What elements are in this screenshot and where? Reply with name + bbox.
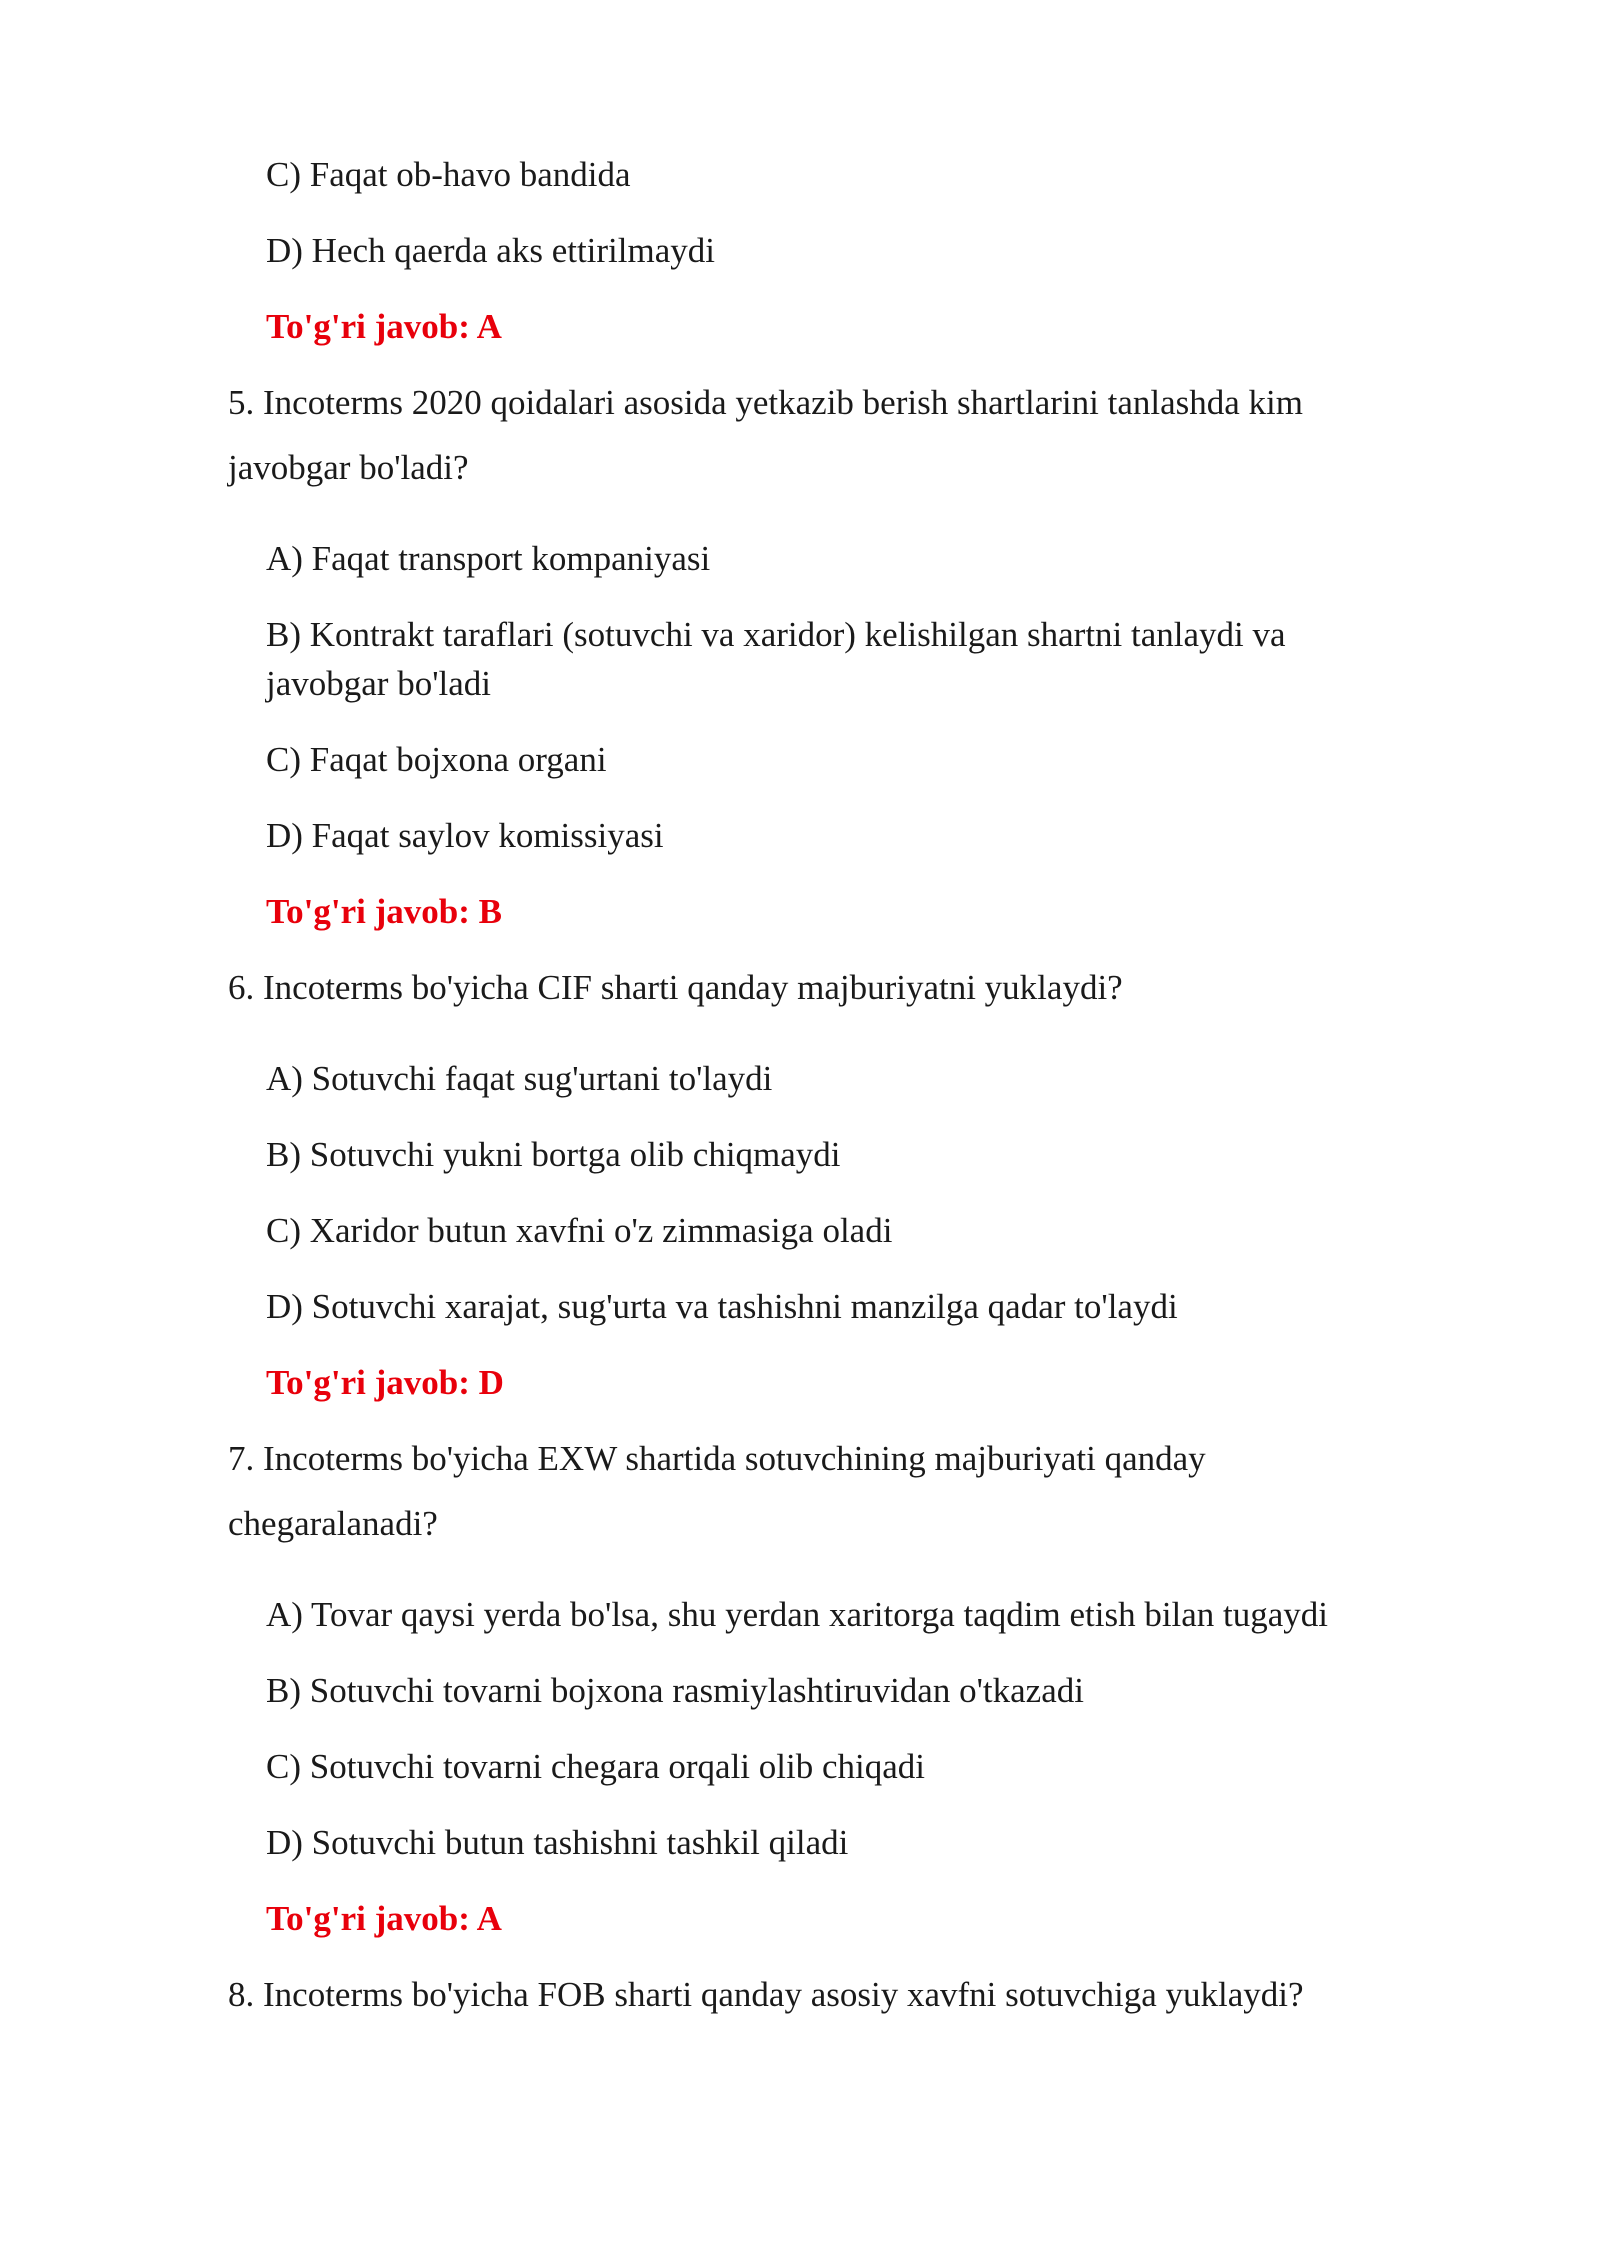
- option-d: D) Faqat saylov komissiyasi: [266, 816, 664, 855]
- option-c: C) Faqat bojxona organi: [266, 740, 607, 779]
- option-b: B) Sotuvchi tovarni bojxona rasmiylashtiruvidan o'tkazadi: [266, 1671, 1084, 1710]
- question-7-text: 7. Incoterms bo'yicha EXW shartida sotuvchining majburiyati qanday: [228, 1439, 1206, 1478]
- option-b: B) Sotuvchi yukni bortga olib chiqmaydi: [266, 1135, 841, 1174]
- option-c: C) Sotuvchi tovarni chegara orqali olib chiqadi: [266, 1747, 925, 1786]
- question-6-text: 6. Incoterms bo'yicha CIF sharti qanday majburiyatni yuklaydi?: [228, 968, 1123, 1007]
- option-d: D) Hech qaerda aks ettirilmaydi: [266, 231, 715, 270]
- option-a: A) Faqat transport kompaniyasi: [266, 539, 711, 578]
- correct-answer: To'g'ri javob: A: [266, 307, 502, 346]
- correct-answer: To'g'ri javob: B: [266, 892, 502, 931]
- question-8-text: 8. Incoterms bo'yicha FOB sharti qanday asosiy xavfni sotuvchiga yuklaydi?: [228, 1975, 1304, 2014]
- option-b: B) Kontrakt taraflari (sotuvchi va xaridor) kelishilgan shartni tanlaydi va: [266, 615, 1286, 654]
- option-b-cont: javobgar bo'ladi: [266, 664, 491, 703]
- question-7-text-cont: chegaralanadi?: [228, 1504, 438, 1543]
- question-5-text: 5. Incoterms 2020 qoidalari asosida yetkazib berish shartlarini tanlashda kim: [228, 383, 1303, 422]
- option-c: C) Faqat ob-havo bandida: [266, 155, 631, 194]
- option-d: D) Sotuvchi xarajat, sug'urta va tashishni manzilga qadar to'laydi: [266, 1287, 1178, 1326]
- option-d: D) Sotuvchi butun tashishni tashkil qiladi: [266, 1823, 849, 1862]
- question-5-text-cont: javobgar bo'ladi?: [228, 448, 469, 487]
- option-c: C) Xaridor butun xavfni o'z zimmasiga oladi: [266, 1211, 893, 1250]
- option-a: A) Sotuvchi faqat sug'urtani to'laydi: [266, 1059, 773, 1098]
- correct-answer: To'g'ri javob: D: [266, 1363, 504, 1402]
- correct-answer: To'g'ri javob: A: [266, 1899, 502, 1938]
- option-a: A) Tovar qaysi yerda bo'lsa, shu yerdan xaritorga taqdim etish bilan tugaydi: [266, 1595, 1329, 1634]
